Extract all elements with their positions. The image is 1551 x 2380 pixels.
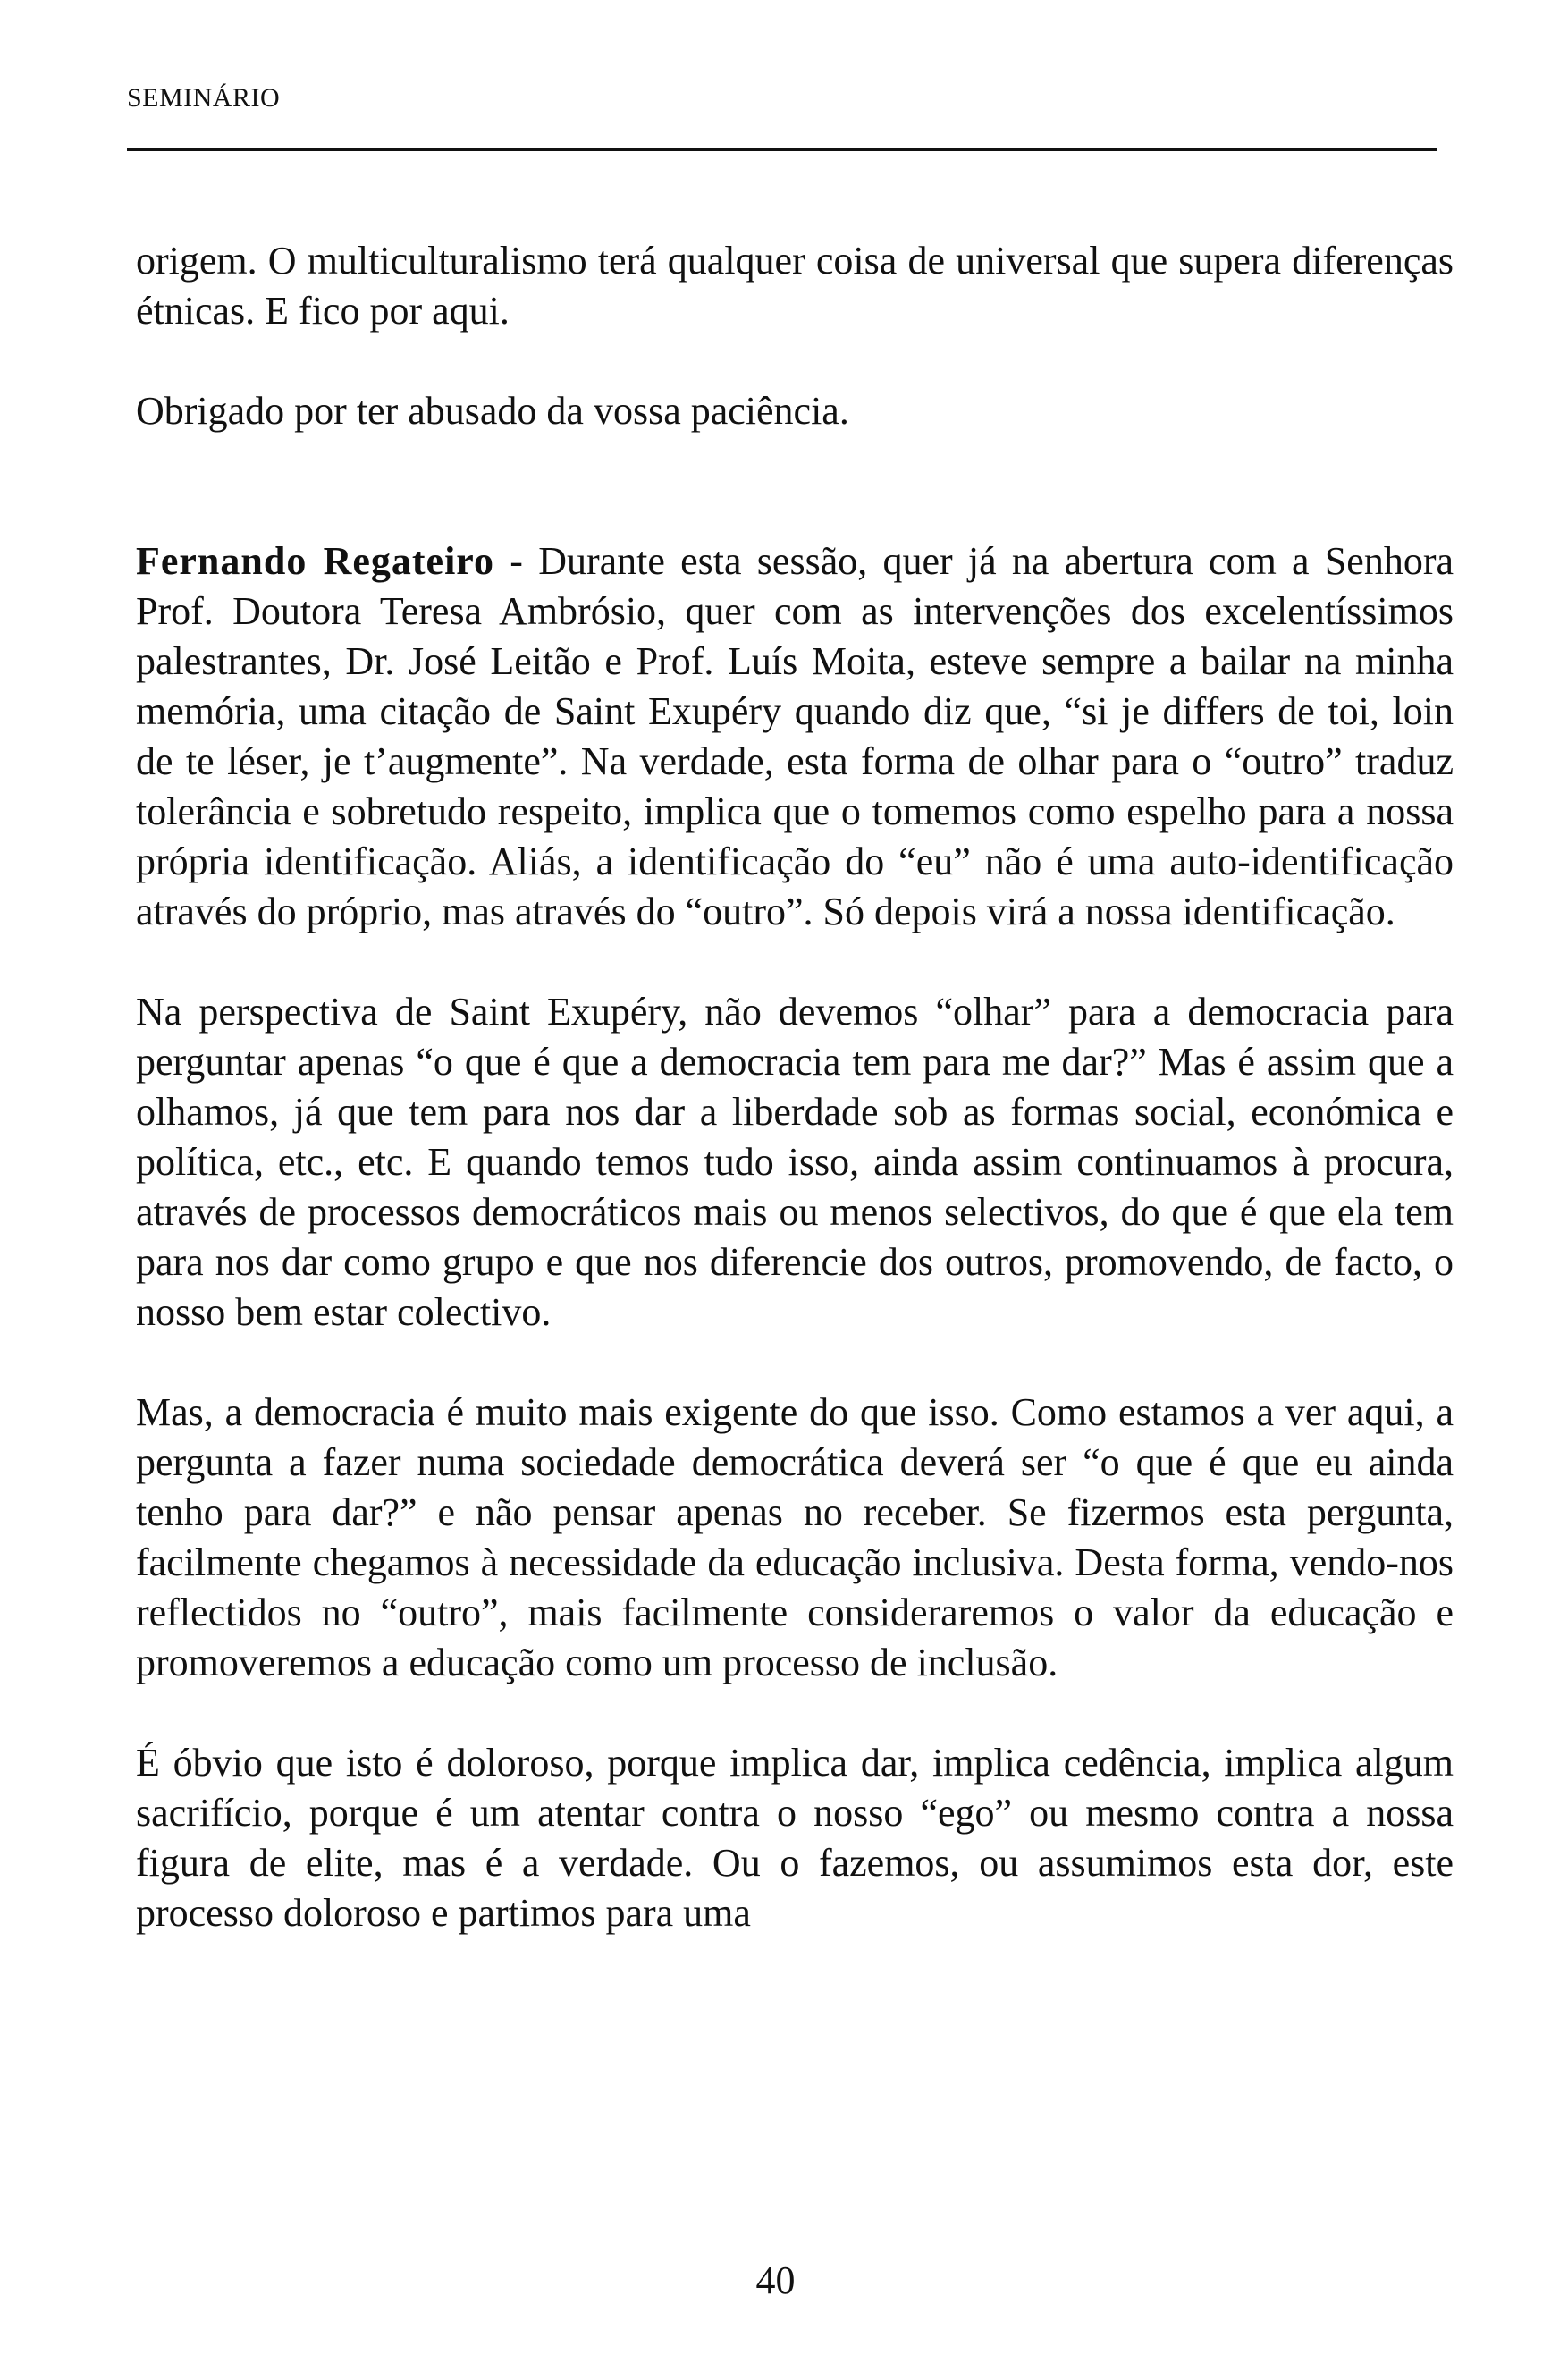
running-header: SEMINÁRIO xyxy=(127,83,281,113)
speaker-name: Fernando Regateiro xyxy=(136,539,495,583)
page-body xyxy=(136,236,1454,1988)
paragraph-1: origem. O multiculturalismo terá qualquer coisa de universal que supera diferenças étnicas. E fico por aqui. xyxy=(136,239,1454,333)
paragraph-6: É óbvio que isto é doloroso, porque implica dar, implica cedência, implica algum sacrifício, porque é um atentar contra o nosso “ego” ou mesmo contra a nossa figura de elite, mas é a verdade. Ou o fazemos, ou assumimos esta dor, este processo doloroso e partimos para uma xyxy=(136,1741,1454,1935)
paragraph-2: Obrigado por ter abusado da vossa paciência. xyxy=(136,389,849,433)
paragraph-4: Na perspectiva de Saint Exupéry, não devemos “olhar” para a democracia para perguntar apenas “o que é que a democracia tem para me dar?” Mas é assim que a olhamos, já que tem para nos dar a liberdade sob as formas social, económica e política, etc., etc. E quando temos tudo isso, ainda assim continuamos à procura, através de processos democráticos mais ou menos selectivos, do que é que ela tem para nos dar como grupo e que nos diferencie dos outros, promovendo, de facto, o nosso bem estar colectivo. xyxy=(136,990,1454,1334)
paragraph-5: Mas, a democracia é muito mais exigente do que isso. Como estamos a ver aqui, a pergunta a fazer numa sociedade democrática deverá ser “o que é que eu ainda tenho para dar?” e não pensar apenas no receber. Se fizermos esta pergunta, facilmente chegamos à necessidade da educação inclusiva. Desta forma, vendo-nos reflectidos no “outro”, mais facilmente consideraremos o valor da educação e promoveremos a educação como um processo de inclusão. xyxy=(136,1390,1454,1684)
page-number: 40 xyxy=(755,2258,796,2302)
header-rule xyxy=(127,148,1437,151)
paragraph-3-text: - Durante esta sessão, quer já na abertura com a Senhora Prof. Doutora Teresa Ambrósio, quer com as intervenções dos excelentíssimos palestrantes, Dr. José Leitão e Prof. Luís Moita, esteve sempre a bailar na minha memória, uma citação de Saint Exupéry quando diz que, “si je differs de toi, loin de te léser, je t’augmente”. Na verdade, esta forma de olhar para o “outro” traduz tolerância e sobretudo respeito, implica que o tomemos como espelho para a nossa própria identificação. Aliás, a identificação do “eu” não é uma auto-identificação através do próprio, mas através do “outro”. Só depois virá a nossa identificação. xyxy=(136,539,1454,933)
paragraph-3 xyxy=(136,536,1454,937)
